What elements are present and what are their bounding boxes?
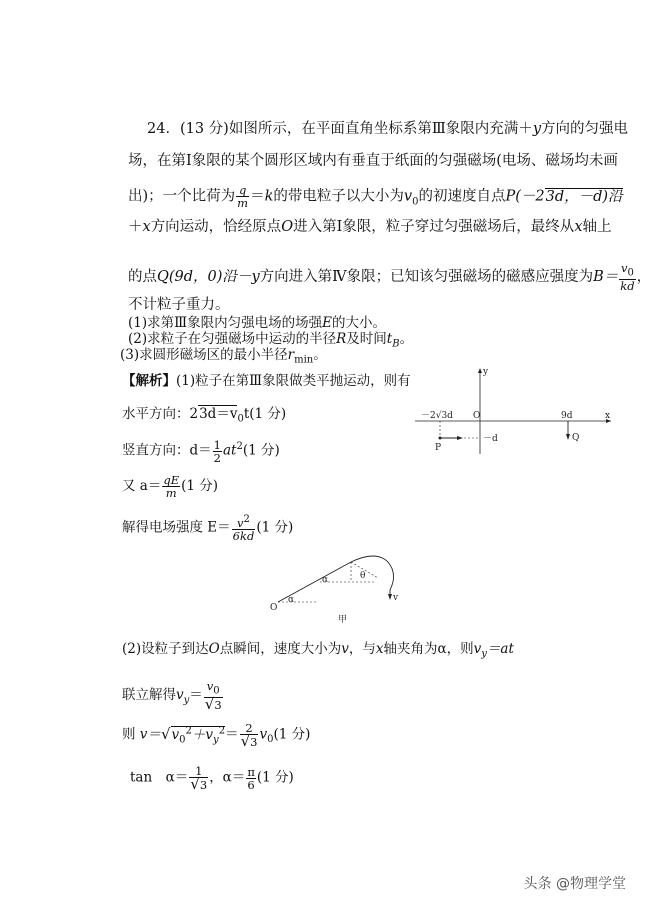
question-1: (1)求第Ⅲ象限内匀强电场的场强E的大小。 (128, 315, 387, 331)
fig2-caption: 甲 (338, 615, 348, 625)
fig1-q-label: Q (572, 433, 580, 443)
field-strength-result: 解得电场强度 E＝ $\frac{v^2}{6kd}$ (1 分) (122, 514, 294, 543)
fig1-d-label: －d (483, 434, 498, 444)
trajectory-figure (266, 548, 416, 628)
problem-line-5: 的点Q(9d，0)沿－y方向进入第Ⅳ象限；已知该匀强磁场的磁感应强度为B＝ $\frac{v_0}{kd}$ ， (128, 261, 651, 294)
fig1-left-label: －2√3d (421, 411, 453, 421)
fig1-p-label: P (435, 443, 442, 453)
problem-line-6: 不计粒子重力。 (128, 297, 230, 313)
vy-result: 联立解得$v_y=$ $\frac{v_0}{√3}$ (122, 679, 222, 714)
coordinate-figure (415, 366, 615, 456)
fig2-theta: θ (360, 571, 366, 581)
problem-line-4: ＋x方向运动，恰经原点O进入第Ⅰ象限，粒子穿过匀强磁场后，最终从x轴上 (128, 219, 612, 235)
fig2-alpha-1: α (288, 595, 295, 605)
solution-tag: 【解析】 (122, 373, 176, 389)
fig1-origin-label: O (473, 411, 481, 421)
fig1-x-label: x (605, 411, 611, 421)
problem-line-3: 出)；一个比荷为 $\frac{q}{m}$ ＝k的带电粒子以大小为$v_0$的初速度自点P(－23d，－d)沿 (128, 183, 623, 210)
horizontal-equation: 水平方向：$23d=v_0t(1$ 分) (122, 406, 287, 425)
fig2-origin-label: O (270, 603, 278, 613)
solution-intro: 【解析】(1)粒子在第Ⅲ象限做类平抛运动，则有 (122, 373, 411, 389)
acceleration-equation: 又 a＝ $\frac{qE}{m}$ (1 分) (122, 473, 219, 500)
vertical-equation: 竖直方向：d＝ $\frac{1}{2}$ $at^2(1$ 分) (122, 437, 280, 465)
problem-line-1: 24．(13 分)如图所示，在平面直角坐标系第Ⅲ象限内充满＋y方向的匀强电 (147, 121, 629, 137)
problem-line-2: 场，在第Ⅰ象限的某个圆形区域内有垂直于纸面的匀强磁场(电场、磁场均未画 (128, 153, 618, 169)
question-3: (3)求圆形磁场区的最小半径$r_{min}$。 (120, 347, 327, 366)
part-2-intro: (2)设粒子到达O点瞬间，速度大小为v，与x轴夹角为α，则$v_y=at$ (122, 641, 514, 660)
problem-number: 24．(13 分) (147, 121, 229, 137)
fig1-y-label: y (483, 367, 489, 377)
watermark: 头条 @物理学堂 (523, 876, 626, 892)
fig2-v-label: v (393, 593, 399, 603)
question-2: (2)求粒子在匀强磁场中运动的半径R及时间$t_B$。 (128, 331, 414, 350)
angle-result: tan α＝ $\frac{1}{√3}$ ，α＝ $\frac{\pi}{6}$ (1 分) (130, 764, 294, 793)
speed-result: 则 $v=√v_0^2+v_y^2=$ $\frac{2}{√3}$ $v_0(1$ 分) (122, 721, 311, 750)
fig2-alpha-2: α (322, 575, 329, 585)
fig1-right-label: 9d (561, 411, 573, 421)
magnetic-field-fraction: $\frac{v_0}{kd}$ (620, 261, 635, 294)
charge-mass-fraction: $\frac{q}{m}$ (237, 183, 249, 210)
